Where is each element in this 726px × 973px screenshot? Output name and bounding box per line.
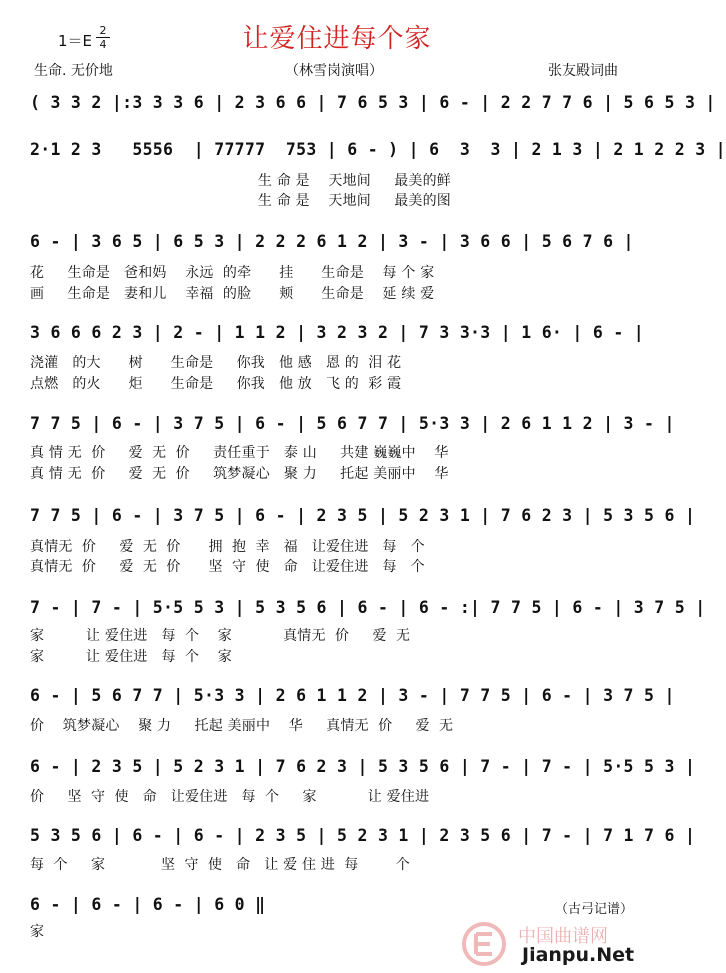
lyric-line-3-verse-2: 画 生命是 妻和儿 幸福 的脸 颊 生命是 延 续 爱 (30, 286, 435, 302)
lyric-line-7-verse-1: 家 让 爱住进 每 个 家 真情无 价 爱 无 (30, 628, 411, 644)
watermark-chinese: 中国曲谱网 (518, 926, 608, 947)
notation-line-2: 2·1 2 3 5556 | 77777 753 | 6 - ) | 6 3 3 | 2 1 3 | 2 1 2 2 3 | (30, 140, 726, 159)
lyric-line-5-verse-2: 真 情 无 价 爱 无 价 筑梦凝心 聚 力 托起 美丽中 华 (30, 466, 449, 482)
transcriber-note: （古弓记谱） (555, 902, 634, 917)
lyric-line-4-verse-2: 点燃 的火 炬 生命是 你我 他 放 飞 的 彩 霞 (30, 376, 402, 392)
notation-line-9: 6 - | 2 3 5 | 5 2 3 1 | 7 6 2 3 | 5 3 5 6 | 7 - | 7 - | 5·5 5 3 | (30, 757, 696, 776)
notation-line-5: 7 7 5 | 6 - | 3 7 5 | 6 - | 5 6 7 7 | 5·3 3 | 2 6 1 1 2 | 3 - | (30, 414, 675, 433)
lyric-line-11: 家 (30, 924, 45, 940)
notation-line-4: 3 6 6 6 2 3 | 2 - | 1 1 2 | 3 2 3 2 | 7 3 3·3 | 1 6· | 6 - | (30, 323, 645, 342)
lyric-line-7-verse-2: 家 让 爱住进 每 个 家 (30, 649, 232, 665)
credits: 张友殿词曲 (548, 63, 618, 79)
subtitle: 生命. 无价地 (34, 63, 113, 79)
lyric-line-5-verse-1: 真 情 无 价 爱 无 价 责任重于 泰 山 共建 巍巍中 华 (30, 445, 449, 461)
lyric-line-4-verse-1: 浇灌 的大 树 生命是 你我 他 感 恩 的 泪 花 (30, 355, 402, 371)
notation-line-6: 7 7 5 | 6 - | 3 7 5 | 6 - | 2 3 5 | 5 2 3 1 | 7 6 2 3 | 5 3 5 6 | (30, 506, 696, 525)
lyric-line-2-verse-2: 生 命 是 天地间 最美的图 (30, 193, 452, 209)
key-signature: 1＝E (58, 32, 93, 50)
song-title: 让爱住进每个家 (242, 24, 432, 54)
lyric-line-2-verse-1: 生 命 是 天地间 最美的鲜 (30, 173, 452, 189)
notation-line-1: ( 3 3 2 |:3 3 3 6 | 2 3 6 6 | 7 6 5 3 | 6 - | 2 2 7 7 6 | 5 6 5 3 | (30, 93, 716, 112)
notation-line-7: 7 - | 7 - | 5·5 5 3 | 5 3 5 6 | 6 - | 6 - :| 7 7 5 | 6 - | 3 7 5 | (30, 598, 706, 617)
lyric-line-9: 价 坚 守 使 命 让爱住进 每 个 家 让 爱住进 (30, 789, 430, 805)
meter-top: 2 (99, 24, 107, 37)
lyric-line-8: 价 筑梦凝心 聚 力 托起 美丽中 华 真情无 价 爱 无 (30, 718, 454, 734)
lyric-line-6-verse-2: 真情无 价 爱 无 价 坚 守 使 命 让爱住进 每 个 (30, 559, 425, 575)
watermark-url: Jianpu.Net (522, 944, 635, 966)
lyric-line-10: 每 个 家 坚 守 使 命 让 爱 住 进 每 个 (30, 857, 410, 873)
performer: （林雪岗演唱） (285, 63, 383, 79)
lyric-line-3-verse-1: 花 生命是 爸和妈 永远 的牵 挂 生命是 每 个 家 (30, 265, 435, 281)
meter-bottom: 4 (99, 38, 107, 51)
notation-line-10: 5 3 5 6 | 6 - | 6 - | 2 3 5 | 5 2 3 1 | 2 3 5 6 | 7 - | 7 1 7 6 | (30, 826, 696, 845)
watermark-logo-icon (460, 920, 508, 968)
lyric-line-6-verse-1: 真情无 价 爱 无 价 拥 抱 幸 福 让爱住进 每 个 (30, 539, 425, 555)
time-signature (96, 25, 110, 50)
notation-line-3: 6 - | 3 6 5 | 6 5 3 | 2 2 2 6 1 2 | 3 - | 3 6 6 | 5 6 7 6 | (30, 232, 634, 251)
notation-line-11: 6 - | 6 - | 6 - | 6 0 ‖ (30, 895, 266, 914)
notation-line-8: 6 - | 5 6 7 7 | 5·3 3 | 2 6 1 1 2 | 3 - | 7 7 5 | 6 - | 3 7 5 | (30, 686, 675, 705)
